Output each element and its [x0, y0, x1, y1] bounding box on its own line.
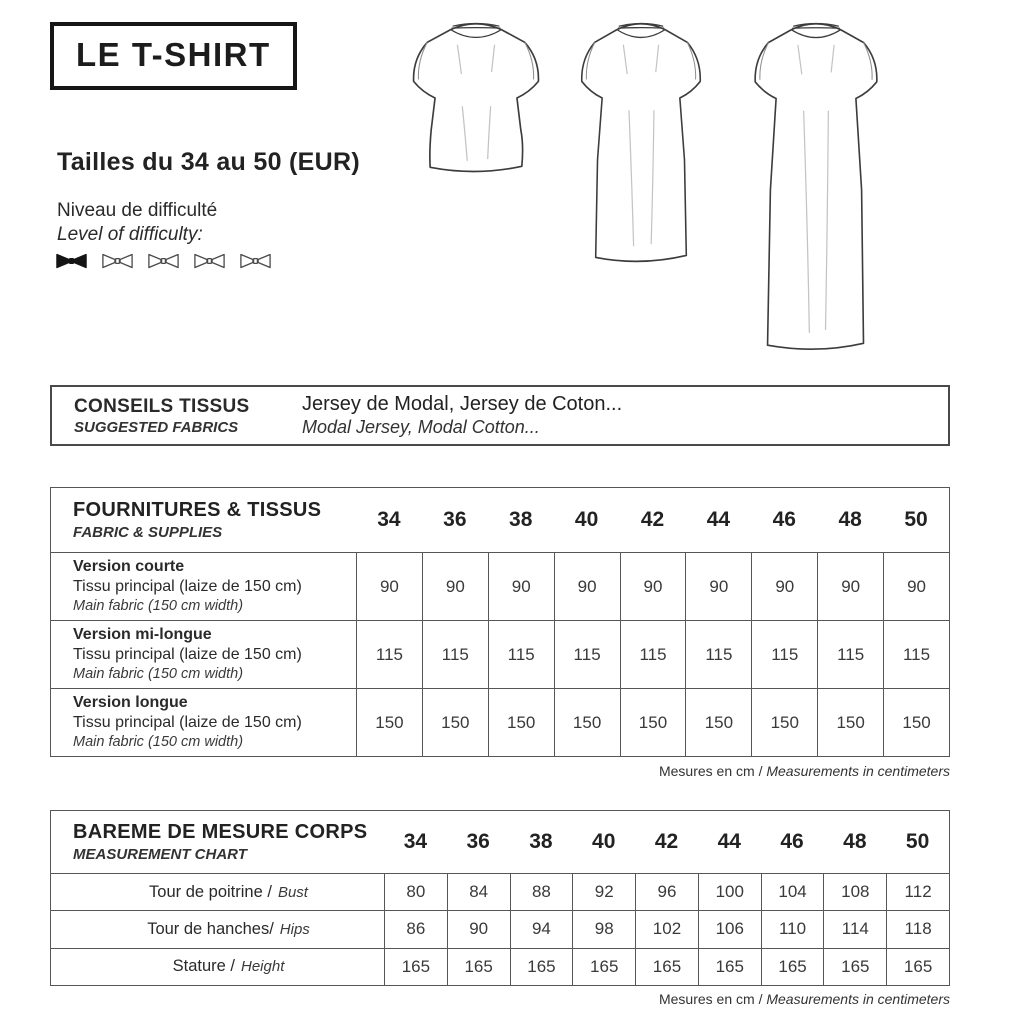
fabric-quantity-cell: 90: [488, 552, 554, 620]
version-name: Version mi-longue: [73, 626, 212, 644]
measurement-value-cell: 104: [761, 873, 824, 910]
fabrics-title-en: SUGGESTED FABRICS: [74, 418, 239, 436]
measurement-value-cell: 80: [384, 873, 447, 910]
measurement-row-label: [51, 873, 384, 910]
measurement-label-fr: Tour de poitrine /: [149, 882, 272, 901]
measurement-value-cell: 112: [886, 873, 949, 910]
fabric-line-en: Main fabric (150 cm width): [73, 598, 244, 615]
measurement-title-fr: BAREME DE MESURE CORPS: [73, 821, 368, 843]
fabric-quantity-cell: 90: [751, 552, 817, 620]
fabrics-value-en: Modal Jersey, Modal Cotton...: [302, 417, 540, 437]
version-name: Version longue: [73, 694, 188, 712]
measurement-value-cell: 94: [510, 910, 573, 947]
fabric-quantity-cell: 150: [620, 688, 686, 756]
measurement-label-en: Height: [241, 958, 285, 976]
measurement-value-cell: 100: [698, 873, 761, 910]
fabric-quantity-cell: 115: [883, 620, 949, 688]
fabric-quantity-cell: 115: [685, 620, 751, 688]
size-column-header: 50: [905, 830, 930, 853]
units-note-en: Measurements in centimeters: [766, 763, 950, 779]
size-column-header: 40: [592, 830, 616, 853]
fabric-quantity-cell: 150: [422, 688, 488, 756]
fabric-quantity-cell: 115: [422, 620, 488, 688]
fabric-quantity-cell: 115: [751, 620, 817, 688]
fabric-quantity-cell: 150: [817, 688, 883, 756]
fabric-line-fr: Tissu principal (laize de 150 cm): [73, 578, 302, 596]
garment-sketch-mid-length-version-icon: [567, 13, 715, 275]
fabric-line-en: Main fabric (150 cm width): [73, 666, 244, 683]
measurement-value-cell: 96: [635, 873, 698, 910]
size-column-header: 38: [529, 830, 553, 853]
difficulty-label-fr: Niveau de difficulté: [57, 200, 218, 221]
measurement-title-en: MEASUREMENT CHART: [73, 846, 247, 863]
size-column-header: 44: [717, 830, 741, 853]
fabrics-values: [302, 393, 622, 438]
garment-sketch-short-version-icon: [398, 13, 554, 181]
size-column-header: 44: [706, 508, 731, 531]
bow-tie-icon: [147, 252, 180, 270]
fabric-quantity-cell: 150: [488, 688, 554, 756]
measurement-label-fr: Tour de hanches/: [147, 919, 274, 938]
fabric-quantity-cell: 115: [554, 620, 620, 688]
units-note-en: Measurements in centimeters: [766, 991, 950, 1007]
size-column-header: 42: [654, 830, 679, 853]
measurement-value-cell: 165: [384, 948, 447, 985]
fabric-quantity-cell: 150: [554, 688, 620, 756]
fabric-quantity-cell: 150: [356, 688, 422, 756]
fabric-quantity-cell: 115: [488, 620, 554, 688]
measurement-value-cell: 165: [823, 948, 886, 985]
units-note: [659, 991, 950, 1007]
measurement-label-en: Hips: [279, 920, 310, 938]
measurement-table: [50, 810, 950, 986]
size-column-header: 46: [772, 508, 796, 531]
size-column-header: 36: [466, 830, 490, 853]
measurement-value-cell: 165: [886, 948, 949, 985]
fabric-line-en: Main fabric (150 cm width): [73, 734, 244, 751]
measurement-value-cell: 92: [572, 873, 635, 910]
difficulty-label-en: Level of difficulty:: [57, 224, 203, 245]
garment-sketch-long-version-icon: [740, 13, 892, 359]
title-box: [50, 22, 297, 90]
suggested-fabrics-box: [50, 385, 950, 446]
supplies-table: [50, 487, 950, 757]
supplies-title-en: FABRIC & SUPPLIES: [73, 524, 223, 541]
measurement-value-cell: 108: [823, 873, 886, 910]
measurement-value-cell: 165: [698, 948, 761, 985]
size-column-header: 42: [640, 508, 665, 531]
measurement-label-en: Bust: [277, 883, 308, 901]
measurement-value-cell: 165: [447, 948, 510, 985]
measurement-value-cell: 165: [635, 948, 698, 985]
supplies-row-label: [51, 552, 356, 620]
measurement-value-cell: 98: [572, 910, 635, 947]
measurement-value-cell: 102: [635, 910, 698, 947]
units-note-fr: Mesures en cm /: [658, 991, 763, 1007]
size-column-header: 50: [904, 508, 928, 531]
fabric-line-fr: Tissu principal (laize de 150 cm): [73, 714, 302, 732]
fabrics-value-fr: Jersey de Modal, Jersey de Coton...: [302, 393, 623, 415]
fabric-quantity-cell: 90: [685, 552, 751, 620]
measurement-value-cell: 114: [823, 910, 886, 947]
supplies-title-fr: FOURNITURES & TISSUS: [73, 499, 322, 521]
measurement-value-cell: 86: [384, 910, 447, 947]
fabric-quantity-cell: 90: [620, 552, 686, 620]
fabric-quantity-cell: 115: [356, 620, 422, 688]
measurement-row-label: [51, 910, 384, 947]
difficulty-rating: [55, 252, 272, 270]
measurement-value-cell: 165: [510, 948, 573, 985]
measurement-value-cell: 106: [698, 910, 761, 947]
size-column-header: 34: [403, 830, 428, 853]
fabric-quantity-cell: 90: [356, 552, 422, 620]
bow-tie-icon: [55, 252, 88, 270]
supplies-row-label: [51, 688, 356, 756]
bow-tie-icon: [193, 252, 226, 270]
fabric-quantity-cell: 90: [422, 552, 488, 620]
bow-tie-icon: [239, 252, 272, 270]
fabric-quantity-cell: 115: [817, 620, 883, 688]
fabric-quantity-cell: 115: [620, 620, 686, 688]
measurement-value-cell: 165: [761, 948, 824, 985]
supplies-row-label: [51, 620, 356, 688]
fabric-line-fr: Tissu principal (laize de 150 cm): [73, 646, 302, 664]
fabric-quantity-cell: 90: [554, 552, 620, 620]
size-column-header: 48: [843, 830, 867, 853]
measurement-value-cell: 88: [510, 873, 573, 910]
size-column-header: 48: [838, 508, 862, 531]
sizes-range-label: Tailles du 34 au 50 (EUR): [57, 148, 360, 176]
fabric-quantity-cell: 90: [883, 552, 949, 620]
bow-tie-icon: [101, 252, 134, 270]
measurement-row-label: [51, 948, 384, 985]
measurement-table-heading: [51, 811, 384, 873]
measurement-value-cell: 84: [447, 873, 510, 910]
version-name: Version courte: [73, 558, 185, 576]
units-note-fr: Mesures en cm /: [658, 763, 763, 779]
fabric-quantity-cell: 150: [883, 688, 949, 756]
supplies-table-heading: [51, 488, 356, 552]
fabrics-title-fr: CONSEILS TISSUS: [74, 395, 250, 417]
size-column-header: 46: [780, 830, 804, 853]
measurement-value-cell: 118: [886, 910, 949, 947]
size-column-header: 36: [443, 508, 467, 531]
size-column-header: 40: [574, 508, 599, 531]
fabrics-heading: [52, 396, 302, 436]
size-column-header: 34: [377, 508, 401, 531]
fabric-quantity-cell: 150: [685, 688, 751, 756]
units-note: [659, 763, 950, 779]
measurement-value-cell: 90: [447, 910, 510, 947]
measurement-label-fr: Stature /: [172, 957, 235, 976]
fabric-quantity-cell: 150: [751, 688, 817, 756]
measurement-value-cell: 110: [761, 910, 824, 947]
size-column-header: 38: [509, 508, 533, 531]
page-title: LE T-SHIRT: [76, 36, 271, 73]
fabric-quantity-cell: 90: [817, 552, 883, 620]
measurement-value-cell: 165: [572, 948, 635, 985]
